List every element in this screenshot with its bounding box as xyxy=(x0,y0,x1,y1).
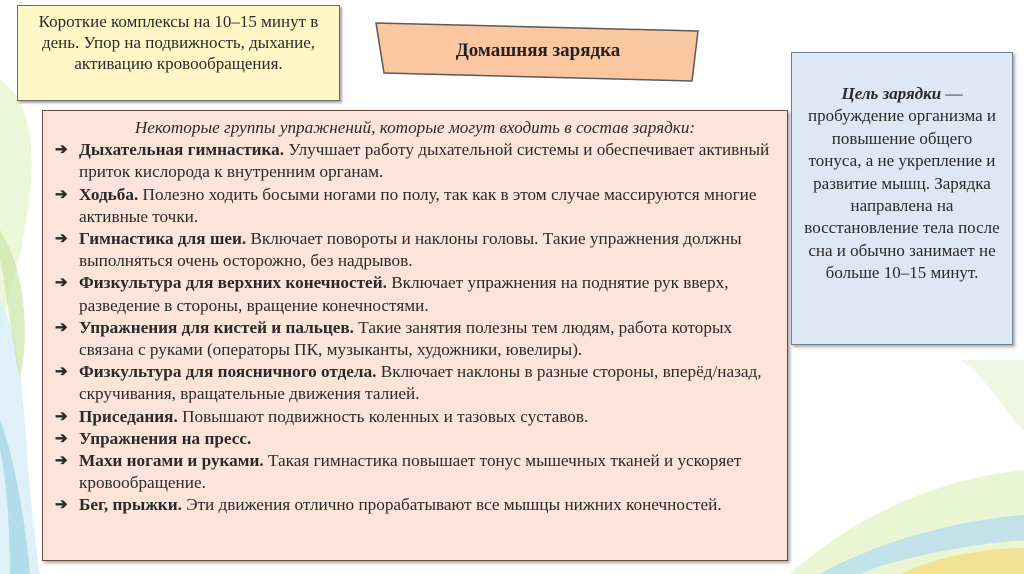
exercise-name: Упражнения на пресс. xyxy=(79,428,252,448)
exercise-description: Включает повороты и наклоны головы. Такие упражнения должны выполняться очень осторожно, без надрывов. xyxy=(79,229,742,271)
exercise-description: Включает наклоны в разные стороны, вперёд/назад, скручивания, вращательные движения талией. xyxy=(79,362,762,404)
goal-lead: Цель зарядки xyxy=(841,84,942,103)
exercise-groups-intro: Некоторые группы упражнений, которые могут входить в состав зарядки: xyxy=(134,118,696,137)
list-item xyxy=(53,139,777,183)
arrow-marker-icon: ➔ xyxy=(55,364,68,381)
exercise-name: Дыхательная гимнастика. xyxy=(79,140,285,160)
goal-panel xyxy=(791,52,1013,345)
page-title: Домашняя зарядка xyxy=(455,40,621,61)
goal-text: — пробуждение организма и повышение общего тонуса, а не укрепление и развитие мышц. Зарядка направлена на восстановление тела после сна и обычно занимает не больше 10–15 минут. xyxy=(804,84,1000,283)
arrow-marker-icon: ➔ xyxy=(55,275,68,292)
list-item xyxy=(53,228,777,272)
list-item xyxy=(53,184,777,228)
arrow-marker-icon: ➔ xyxy=(55,430,68,447)
exercise-name: Махи ногами и руками. xyxy=(79,451,264,471)
arrow-marker-icon: ➔ xyxy=(55,497,68,514)
arrow-marker-icon: ➔ xyxy=(55,408,68,425)
exercise-name: Упражнения для кистей и пальцев. xyxy=(79,317,354,337)
list-item xyxy=(53,361,777,405)
list-item xyxy=(53,494,777,516)
exercise-name: Ходьба. xyxy=(79,184,139,204)
exercise-list xyxy=(53,139,777,516)
exercise-name: Приседания. xyxy=(79,406,178,426)
exercise-description: Эти движения отлично прорабатывают все мышцы нижних конечностей. xyxy=(181,495,722,515)
list-item xyxy=(53,450,777,494)
arrow-marker-icon: ➔ xyxy=(55,186,68,203)
arrow-marker-icon: ➔ xyxy=(55,453,68,470)
arrow-marker-icon: ➔ xyxy=(55,319,68,336)
arrow-marker-icon: ➔ xyxy=(55,142,68,159)
summary-note xyxy=(17,5,340,101)
list-item xyxy=(53,428,777,450)
list-item xyxy=(53,406,777,428)
summary-note-text: Короткие комплексы на 10–15 минут в день. Упор на подвижность, дыхание, активацию кровообращения. xyxy=(38,12,319,73)
list-item xyxy=(53,317,777,361)
exercise-name: Физкультура для поясничного отдела. xyxy=(79,362,377,382)
exercise-description: Улучшает работу дыхательной системы и обеспечивает активный приток кислорода к внутренним органам. xyxy=(79,140,770,182)
exercise-description: Включает упражнения на поднятие рук вверх, разведение в стороны, вращение конечностями. xyxy=(79,273,729,315)
list-item xyxy=(53,272,777,316)
exercise-description: Полезно ходить босыми ногами по полу, так как в этом случае массируются многие активные точки. xyxy=(79,184,757,226)
exercise-description: Повышают подвижность коленных и тазовых суставов. xyxy=(177,406,589,426)
exercise-groups-panel xyxy=(42,110,788,561)
exercise-description: Такая гимнастика повышает тонус мышечных тканей и ускоряет кровообращение. xyxy=(79,451,742,493)
exercise-name: Физкультура для верхних конечностей. xyxy=(79,273,387,293)
exercise-description: Такие занятия полезны тем людям, работа которых связана с руками (операторы ПК, музыканты, художники, ювелиры). xyxy=(79,317,733,360)
exercise-name: Гимнастика для шеи. xyxy=(79,229,247,249)
exercise-name: Бег, прыжки. xyxy=(79,495,182,515)
arrow-marker-icon: ➔ xyxy=(55,231,68,248)
